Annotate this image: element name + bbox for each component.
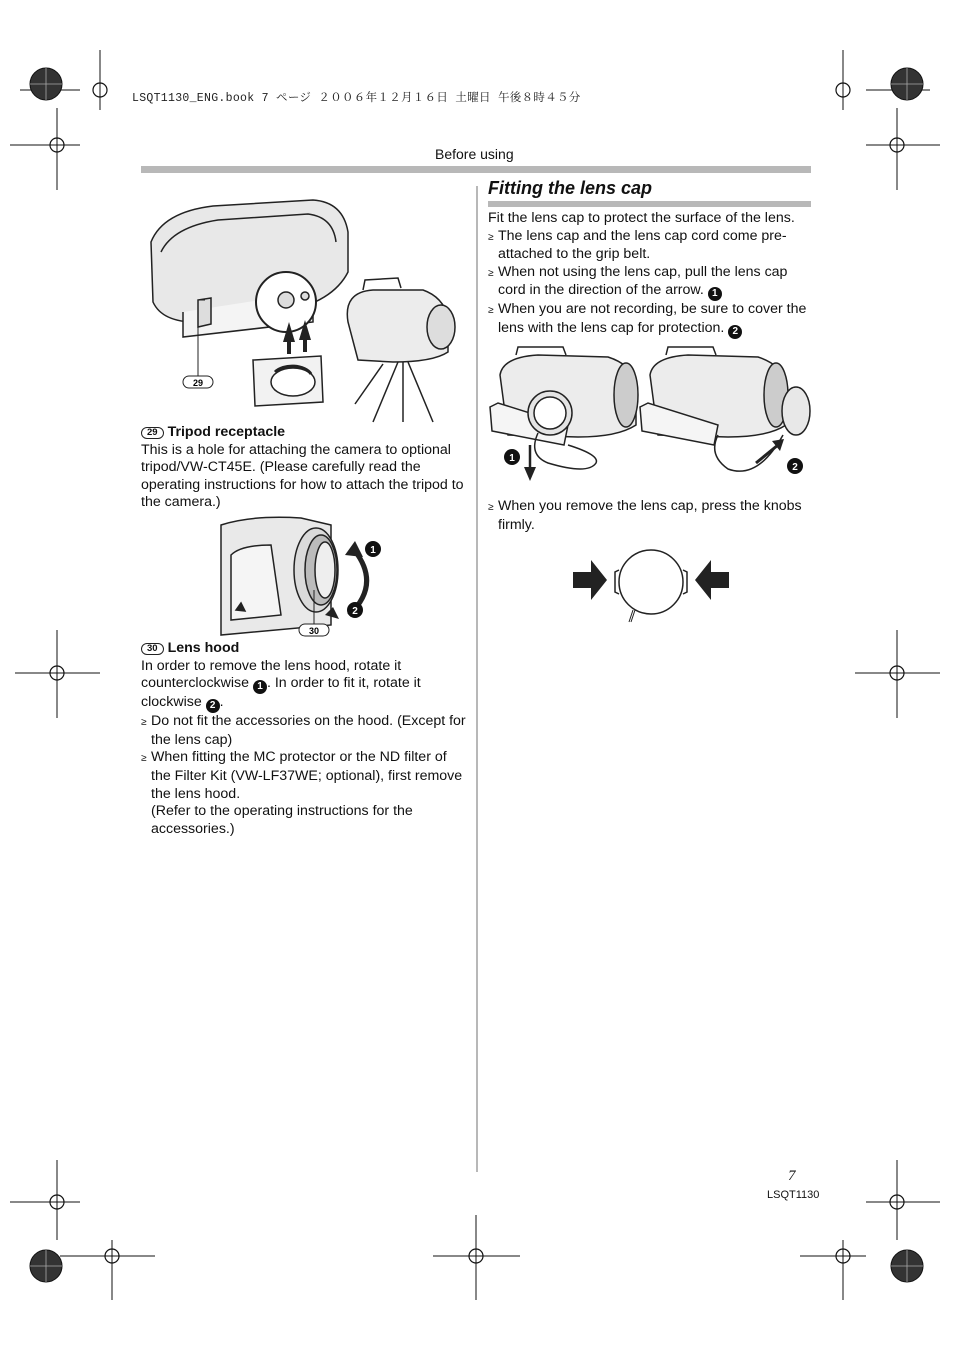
hood-body-b: . In order to fit it, rotate it clockwise <box>141 675 421 711</box>
figure2-step2: 2 <box>352 606 358 617</box>
figure2-callout: 30 <box>308 626 320 636</box>
hood-bullet-2-note: (Refer to the operating instructions for the accessories.) <box>151 803 413 837</box>
lens-cap-bullet-2 <box>488 264 813 302</box>
lens-cap-bullet-1 <box>488 228 813 264</box>
document-code: LSQT1130 <box>767 1189 820 1201</box>
hood-body <box>141 658 466 714</box>
hood-num-tag: 30 <box>141 643 164 655</box>
tripod-title: Tripod receptacle <box>167 424 286 440</box>
lens-cap-bullet-3-text: When you are not recording, be sure to cover the lens with the lens cap for protection. <box>498 301 807 336</box>
press-knobs-illustration <box>571 546 731 626</box>
lens-cap-intro: Fit the lens cap to protect the surface of the lens. <box>488 210 795 226</box>
top-rule <box>141 166 811 173</box>
bullet-mark: ≥ <box>488 305 494 317</box>
bullet-mark: ≥ <box>141 753 147 765</box>
hood-bullet-2-text: When fitting the MC protector or the ND filter of the Filter Kit (VW-LF37WE; optional), first remove the lens hood. <box>151 749 463 802</box>
lens-cap-bullet-4 <box>488 498 813 534</box>
step1-badge: 1 <box>253 680 267 694</box>
lens-cap-bullet-4-text: When you remove the lens cap, press the knobs firmly. <box>498 498 802 533</box>
figure3-step1: 1 <box>509 453 515 464</box>
tripod-title-line <box>141 424 466 442</box>
lens-hood-illustration <box>221 515 391 640</box>
lens-cap-bullet-3 <box>488 301 813 339</box>
figure1-callout: 29 <box>192 378 204 388</box>
bullet-mark: ≥ <box>141 717 147 729</box>
step2-badge: 2 <box>206 699 220 713</box>
lens-cap-illustration <box>488 345 814 480</box>
hood-bullet-1 <box>141 713 466 749</box>
print-header: LSQT1130_ENG.book 7 ページ ２００６年１２月１６日 土曜日 午後８時４５分 <box>132 92 581 105</box>
section-heading: Fitting the lens cap <box>488 178 653 198</box>
hood-title: Lens hood <box>167 640 240 656</box>
hood-bullet-1-text: Do not fit the accessories on the hood. (Except for the lens cap) <box>151 713 466 748</box>
heading-rule <box>488 201 811 207</box>
column-divider <box>476 186 478 1172</box>
tripod-num-tag: 29 <box>141 427 164 439</box>
lens-cap-bullet-1-text: The lens cap and the lens cap cord come pre-attached to the grip belt. <box>498 227 787 263</box>
lens-cap-bullet-2-text: When not using the lens cap, pull the lens cap cord in the direction of the arrow. <box>498 263 788 299</box>
hood-body-a: In order to remove the lens hood, rotate it counterclockwise <box>141 657 402 692</box>
figure2-step1: 1 <box>370 545 376 556</box>
bullet-mark: ≥ <box>488 502 494 513</box>
bullet-mark: ≥ <box>488 267 494 279</box>
step2-badge: 2 <box>728 325 742 339</box>
hood-title-line <box>141 640 466 658</box>
tripod-body: This is a hole for attaching the camera to optional tripod/VW-CT45E. (Please carefully read the operating instructions for how to attach the tripod to the camera.) <box>141 441 464 511</box>
page-number: 7 <box>788 1168 796 1184</box>
tripod-illustration <box>143 192 463 422</box>
hood-body-c: . <box>219 694 224 711</box>
step1-badge: 1 <box>708 287 722 301</box>
figure3-step2: 2 <box>792 462 798 473</box>
hood-bullet-2 <box>141 749 466 838</box>
section-label: Before using <box>435 146 514 162</box>
bullet-mark: ≥ <box>488 231 494 243</box>
